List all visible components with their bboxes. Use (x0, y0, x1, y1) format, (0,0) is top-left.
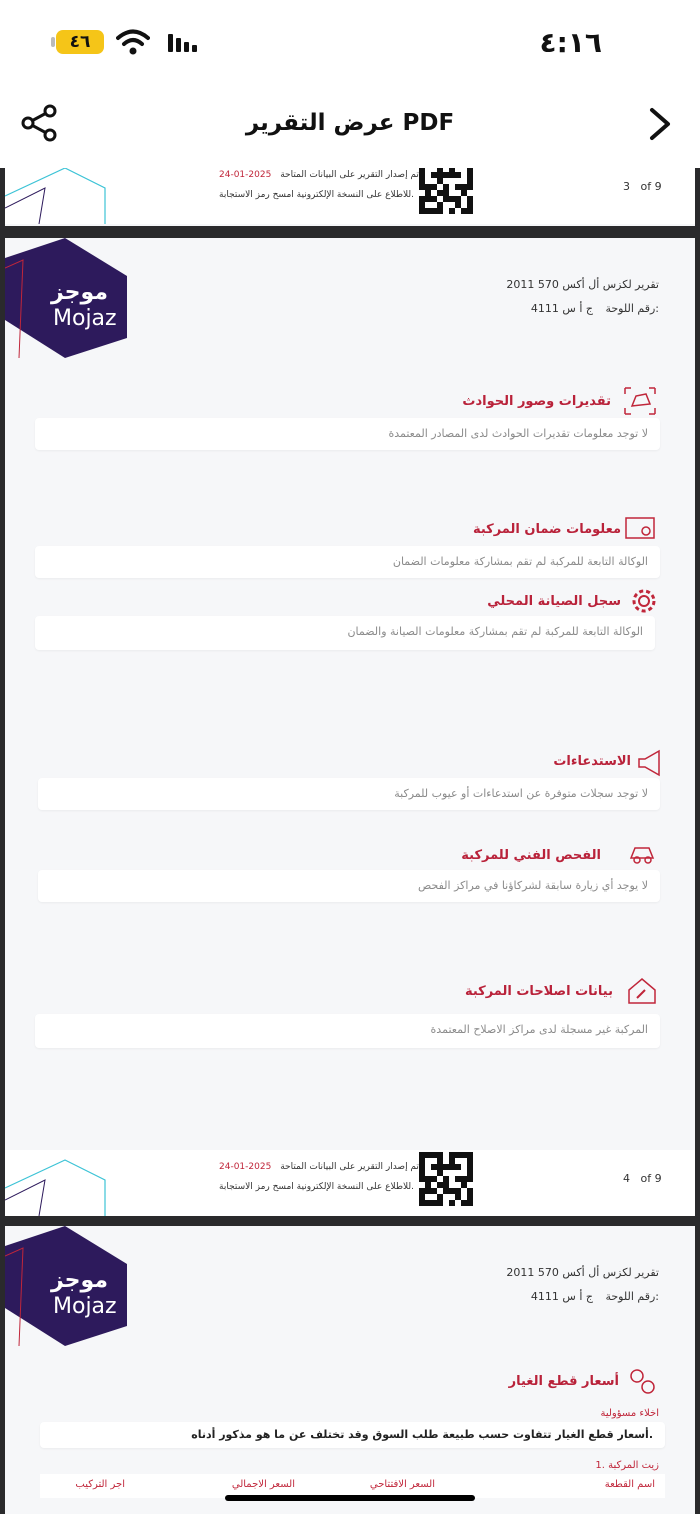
wifi-icon (116, 28, 150, 56)
plate-label: رقم اللوحة: (605, 1290, 659, 1303)
info-text: لا توجد معلومات تقديرات الحوادث لدى المصادر المعتمدة (388, 427, 648, 440)
signal-icon (168, 34, 198, 52)
section-title: تقديرات وصور الحوادث (462, 394, 611, 409)
home-indicator[interactable] (225, 1495, 475, 1501)
clock: ٤:١٦ (539, 26, 602, 59)
logo-en: Mojaz (53, 1294, 117, 1319)
parts-title: أسعار قطع الغيار (508, 1374, 619, 1389)
disclaimer-label: اخلاء مسؤولية (600, 1408, 659, 1419)
section-title: بيانات اصلاحات المركبة (464, 984, 613, 999)
section-title: معلومات ضمان المركبة (472, 522, 621, 537)
info-box (35, 418, 660, 450)
footer-issued: تم إصدار التقرير على البيانات المتاحة 2025-01-24 (219, 1162, 419, 1172)
column-header: السعر الاجمالي (231, 1479, 295, 1490)
house-wrench-icon (625, 976, 659, 1006)
car-accident-icon (623, 386, 657, 416)
qr-code (419, 1152, 473, 1206)
page-footer (5, 1150, 695, 1216)
logo-ar: موجز (51, 280, 108, 305)
page-title: عرض التقرير PDF (245, 110, 455, 136)
section-title: الفحص الفني للمركبة (461, 848, 601, 863)
info-box (35, 546, 660, 578)
certificate-icon (623, 514, 657, 544)
nav-bar (0, 80, 700, 169)
footer-issued: تم إصدار التقرير على البيانات المتاحة 2025-01-24 (219, 170, 419, 180)
footer-scan-text: للاطلاع على النسخة الإلكترونية امسح رمز الاستجابة. (219, 190, 415, 200)
column-header: السعر الافتتاحي (369, 1479, 435, 1490)
column-header: اجر التركيب (75, 1479, 125, 1490)
pdf-page-5 (5, 1226, 695, 1514)
plate-value: ج أ س 4111 (530, 1290, 593, 1303)
page-number: 4 of 9 (623, 1172, 662, 1185)
battery-icon: ٤٦ (56, 30, 104, 54)
oil-label: 1. زيت المركبة (595, 1460, 659, 1471)
report-title: تقرير لكزس أل أكس 570 2011 (506, 278, 659, 291)
footer-scan-text: للاطلاع على النسخة الإلكترونية امسح رمز الاستجابة. (219, 1182, 415, 1192)
megaphone-icon (635, 748, 669, 778)
pdf-page-4 (5, 238, 695, 1216)
chevron-right-icon[interactable] (648, 106, 672, 142)
logo-en: Mojaz (53, 306, 117, 331)
plate-label: رقم اللوحة: (605, 302, 659, 315)
pdf-page-3 (5, 168, 695, 226)
disclaimer-box (40, 1422, 665, 1448)
info-text: لا يوجد أي زيارة سابقة لشركاؤنا في مراكز الفحص (418, 879, 648, 892)
car-inspection-icon (627, 838, 661, 868)
section-title: سجل الصيانة المحلي (487, 594, 621, 609)
info-text: الوكالة التابعة للمركبة لم تقم بمشاركة معلومات الصيانة والضمان (347, 625, 643, 638)
page-footer (5, 168, 695, 224)
info-box (35, 1014, 660, 1048)
info-text: لا توجد سجلات متوفرة عن استدعاءات أو عيوب للمركبة (394, 787, 648, 800)
info-box (38, 778, 660, 810)
page-number: 3 of 9 (623, 180, 662, 193)
info-box (35, 616, 655, 650)
status-bar (0, 0, 700, 80)
decorative-lines (5, 1150, 115, 1216)
column-header: اسم القطعة (604, 1479, 655, 1490)
report-title: تقرير لكزس أل أكس 570 2011 (506, 1266, 659, 1279)
gears-icon (625, 1366, 659, 1396)
plate-value: ج أ س 4111 (530, 302, 593, 315)
battery-tip (51, 37, 55, 47)
disclaimer-text: أسعار قطع الغيار تتفاوت حسب طبيعة طلب السوق وقد تختلف عن ما هو مذكور أدناه. (191, 1428, 653, 1441)
pdf-viewer[interactable] (0, 168, 700, 1514)
qr-code (419, 168, 473, 214)
logo-ar: موجز (51, 1268, 108, 1293)
decorative-lines (5, 168, 115, 224)
section-title: الاستدعاءات (553, 754, 631, 769)
info-text: الوكالة التابعة للمركبة لم تقم بمشاركة معلومات الضمان (392, 555, 648, 568)
gear-icon (627, 586, 661, 616)
info-text: المركبة غير مسجلة لدى مراكز الاصلاح المعتمدة (430, 1023, 648, 1036)
info-box (38, 870, 660, 902)
